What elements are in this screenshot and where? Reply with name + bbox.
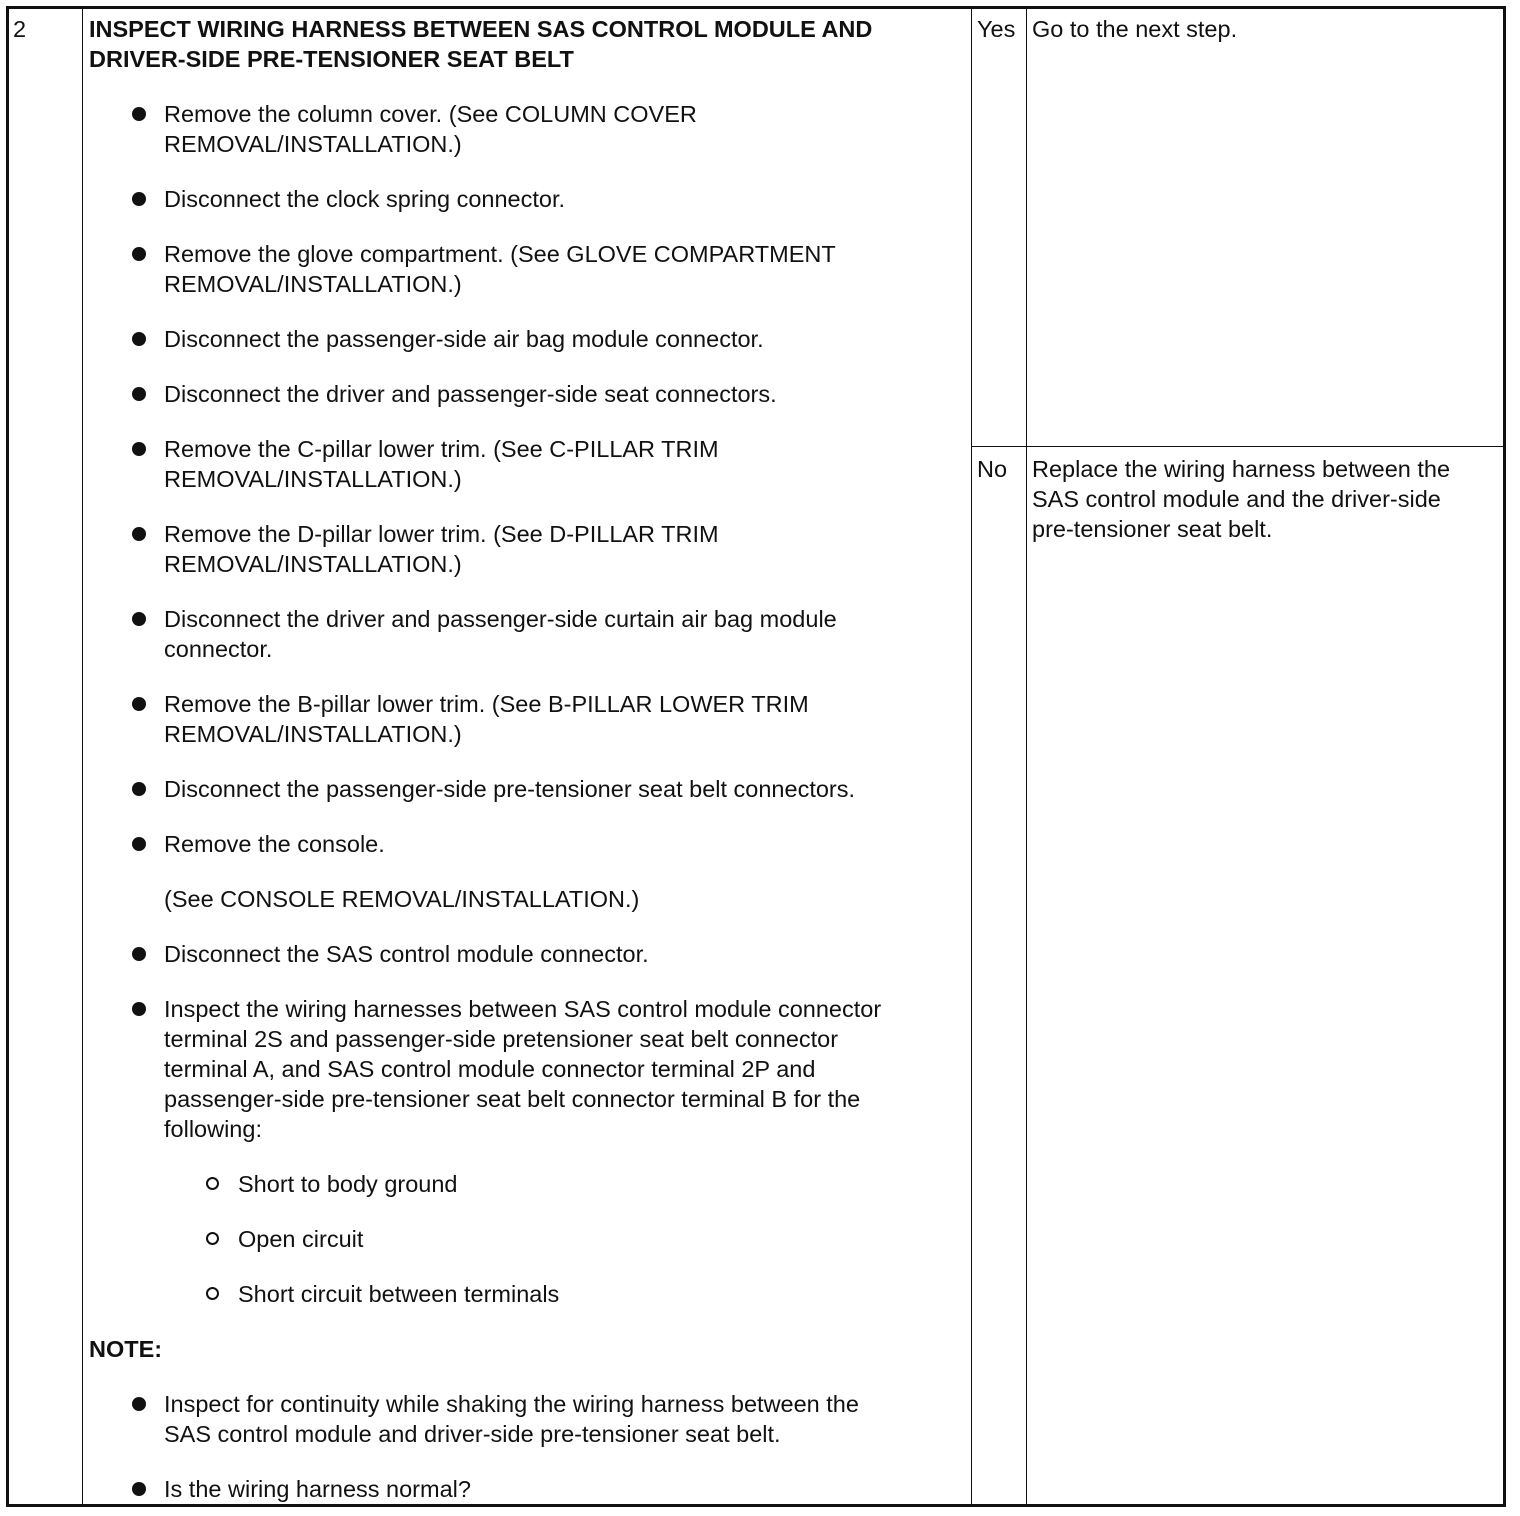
bullet-icon [132, 1397, 146, 1411]
sub-item: Short to body ground [238, 1171, 458, 1197]
sub-bullet-icon [206, 1287, 219, 1300]
inspect-line: following: [164, 1116, 262, 1142]
bullet-icon [132, 947, 146, 961]
instruction-line: Remove the C-pillar lower trim. (See C-PILLAR TRIM [164, 436, 719, 462]
note-line: Inspect for continuity while shaking the wiring harness between the [164, 1391, 859, 1417]
sub-bullet-icon [206, 1232, 219, 1245]
instruction-line: REMOVAL/INSTALLATION.) [164, 466, 462, 492]
sub-item: Short circuit between terminals [238, 1281, 560, 1307]
divider-result-col [1026, 9, 1027, 1504]
instruction-line: Remove the console. [164, 831, 385, 857]
divider-step-col [82, 9, 83, 1504]
yes-label: Yes [977, 16, 1016, 42]
procedure-table [6, 6, 1506, 1507]
instruction-line: REMOVAL/INSTALLATION.) [164, 131, 462, 157]
instruction-line: Remove the B-pillar lower trim. (See B-PILLAR LOWER TRIM [164, 691, 809, 717]
instruction-line: connector. [164, 636, 273, 662]
instruction-line: REMOVAL/INSTALLATION.) [164, 721, 462, 747]
note-label: NOTE: [89, 1336, 163, 1362]
bullet-icon [132, 387, 146, 401]
instruction-line: REMOVAL/INSTALLATION.) [164, 271, 462, 297]
instruction-line: Remove the D-pillar lower trim. (See D-PILLAR TRIM [164, 521, 719, 547]
no-action-line: Replace the wiring harness between the [1032, 456, 1451, 482]
bullet-icon [132, 697, 146, 711]
bullet-icon [132, 837, 146, 851]
step-number: 2 [13, 16, 27, 42]
instruction-line: Remove the column cover. (See COLUMN COVER [164, 101, 697, 127]
inspect-line: Inspect the wiring harnesses between SAS control module connector [164, 996, 882, 1022]
inspect-line: terminal A, and SAS control module connector terminal 2P and [164, 1056, 816, 1082]
no-action-line: SAS control module and the driver-side [1032, 486, 1441, 512]
bullet-icon [132, 527, 146, 541]
instruction-line: Disconnect the driver and passenger-side curtain air bag module [164, 606, 837, 632]
sub-bullet-icon [206, 1177, 219, 1190]
instruction-line: Disconnect the driver and passenger-side seat connectors. [164, 381, 777, 407]
bullet-icon [132, 612, 146, 626]
step-title-line-1: INSPECT WIRING HARNESS BETWEEN SAS CONTROL MODULE AND [89, 16, 873, 42]
bullet-icon [132, 782, 146, 796]
bullet-icon [132, 1002, 146, 1016]
bullet-icon [132, 192, 146, 206]
console-reference: (See CONSOLE REMOVAL/INSTALLATION.) [164, 886, 640, 912]
instruction-line: Disconnect the SAS control module connector. [164, 941, 649, 967]
instruction-line: Disconnect the passenger-side pre-tensioner seat belt connectors. [164, 776, 856, 802]
divider-action-col [971, 9, 972, 1504]
bullet-icon [132, 247, 146, 261]
instruction-line: Remove the glove compartment. (See GLOVE COMPARTMENT [164, 241, 836, 267]
step-title-line-2: DRIVER-SIDE PRE-TENSIONER SEAT BELT [89, 46, 574, 72]
inspect-line: terminal 2S and passenger-side pretensioner seat belt connector [164, 1026, 839, 1052]
instruction-line: REMOVAL/INSTALLATION.) [164, 551, 462, 577]
no-action-line: pre-tensioner seat belt. [1032, 516, 1273, 542]
note-line: SAS control module and driver-side pre-tensioner seat belt. [164, 1421, 781, 1447]
sub-item: Open circuit [238, 1226, 364, 1252]
no-label: No [977, 456, 1008, 482]
instruction-line: Disconnect the passenger-side air bag module connector. [164, 326, 764, 352]
yes-action: Go to the next step. [1032, 16, 1238, 42]
bullet-icon [132, 1482, 146, 1496]
bullet-icon [132, 442, 146, 456]
divider-yes-no [971, 446, 1503, 447]
inspect-line: passenger-side pre-tensioner seat belt connector terminal B for the [164, 1086, 861, 1112]
bullet-icon [132, 107, 146, 121]
instruction-line: Disconnect the clock spring connector. [164, 186, 566, 212]
bullet-icon [132, 332, 146, 346]
question: Is the wiring harness normal? [164, 1476, 471, 1502]
